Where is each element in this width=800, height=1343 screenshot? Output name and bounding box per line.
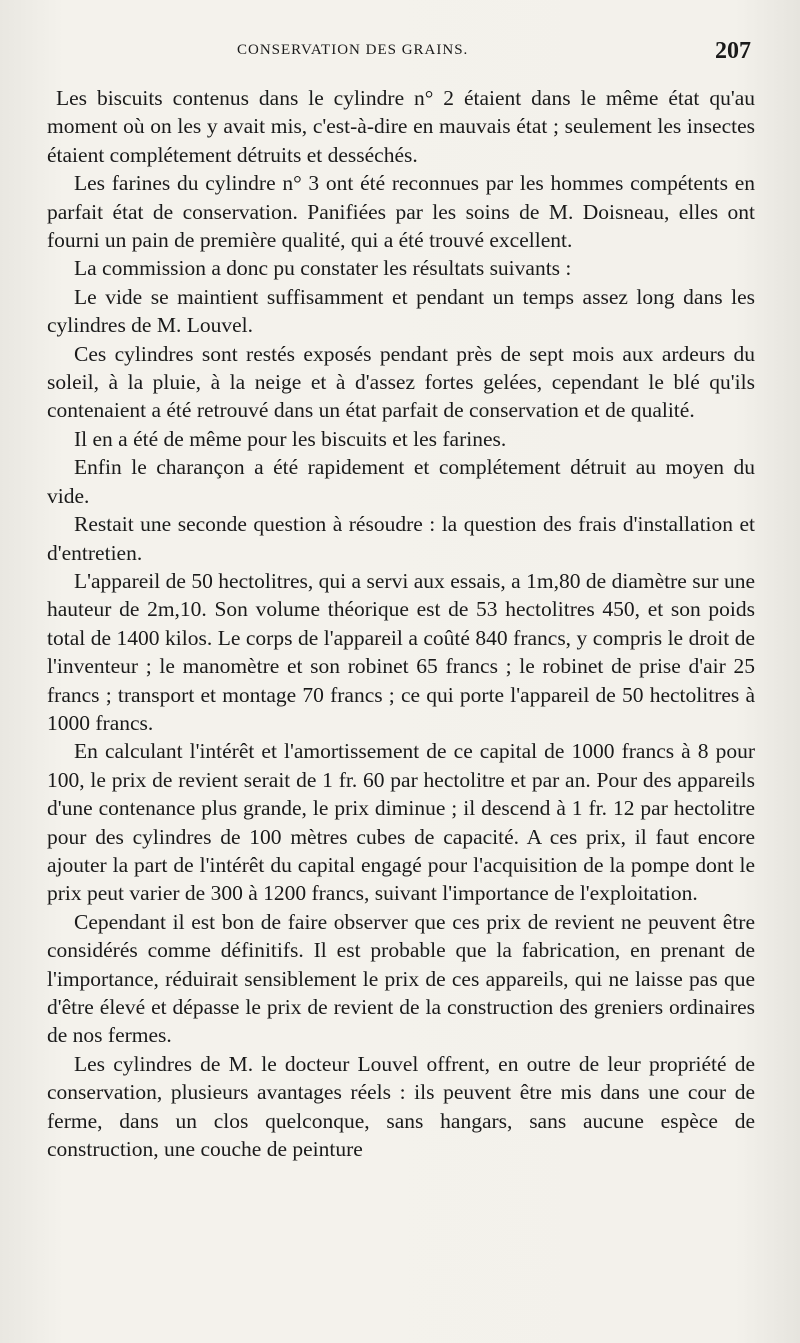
paragraph: La commission a donc pu constater les résultats suivants : — [74, 256, 572, 281]
page-number: 207 — [715, 38, 751, 64]
paragraph: Les biscuits contenus dans le cylindre n° 2 étaient dans le même état qu'au moment où on les y avait mis, c'est-à-dire en mauvais état ; seulement les insectes étaient complétement détruits et desséchés. — [47, 86, 755, 167]
paragraph: Enfin le charançon a été rapidement et complétement détruit au moyen du vide. — [47, 455, 755, 508]
paragraph: En calculant l'intérêt et l'amortissement de ce capital de 1000 francs à 8 pour 100, le prix de revient serait de 1 fr. 60 par hectolitre et par an. Pour des appareils d'une contenance plus grande, le prix diminue ; il descend à 1 fr. 12 par hectolitre pour des cylindres de 100 mètres cubes de capacité. A ces prix, il faut encore ajouter la part de l'intérêt du capital engagé pour l'acquisition de la pompe dont le prix peut varier de 300 à 1200 francs, suivant l'importance de l'exploitation. — [47, 739, 755, 906]
body-text — [47, 84, 755, 1163]
paragraph: Les farines du cylindre n° 3 ont été reconnues par les hommes compétents en parfait état de conservation. Panifiées par les soins de M. Doisneau, elles ont fourni un pain de première qualité, qui a été trouvé excellent. — [47, 171, 755, 253]
paragraph: Il en a été de même pour les biscuits et les farines. — [74, 426, 507, 451]
paragraph: Ces cylindres sont restés exposés pendant près de sept mois aux ardeurs du soleil, à la pluie, à la neige et à d'assez fortes gelées, cependant le blé qu'ils contenaient a été retrouvé dans un état parfait de conservation et de qualité. — [47, 341, 755, 423]
paragraph: Le vide se maintient suffisamment et pendant un temps assez long dans les cylindres de M. Louvel. — [47, 284, 755, 338]
running-title: CONSERVATION DES GRAINS. — [237, 42, 469, 58]
paragraph: Les cylindres de M. le docteur Louvel offrent, en outre de leur propriété de conservation, plusieurs avantages réels : ils peuvent être mis dans une cour de ferme, dans un clos quelconque, sans hangars, sans aucune espèce de construction, une couche de peinture — [47, 1051, 755, 1162]
paragraph: Cependant il est bon de faire observer que ces prix de revient ne peuvent être considérés comme définitifs. Il est probable que la fabrication, en prenant de l'importance, réduirait sensiblement le prix de ces appareils, qui ne laisse pas que d'être élevé et dépasse le prix de revient de la construction des greniers ordinaires de nos fermes. — [47, 909, 755, 1048]
paragraph: Restait une seconde question à résoudre : la question des frais d'installation et d'entretien. — [47, 512, 755, 565]
paragraph: L'appareil de 50 hectolitres, qui a servi aux essais, a 1m,80 de diamètre sur une hauteur de 2m,10. Son volume théorique est de 53 hectolitres 450, et son poids total de 1400 kilos. Le corps de l'appareil a coûté 840 francs, y compris le droit de l'inventeur ; le manomètre et son robinet 65 francs ; le robinet de prise d'air 25 francs ; transport et montage 70 francs ; ce qui porte l'appareil de 50 hectolitres à 1000 francs. — [47, 568, 755, 735]
page-header — [47, 0, 755, 84]
